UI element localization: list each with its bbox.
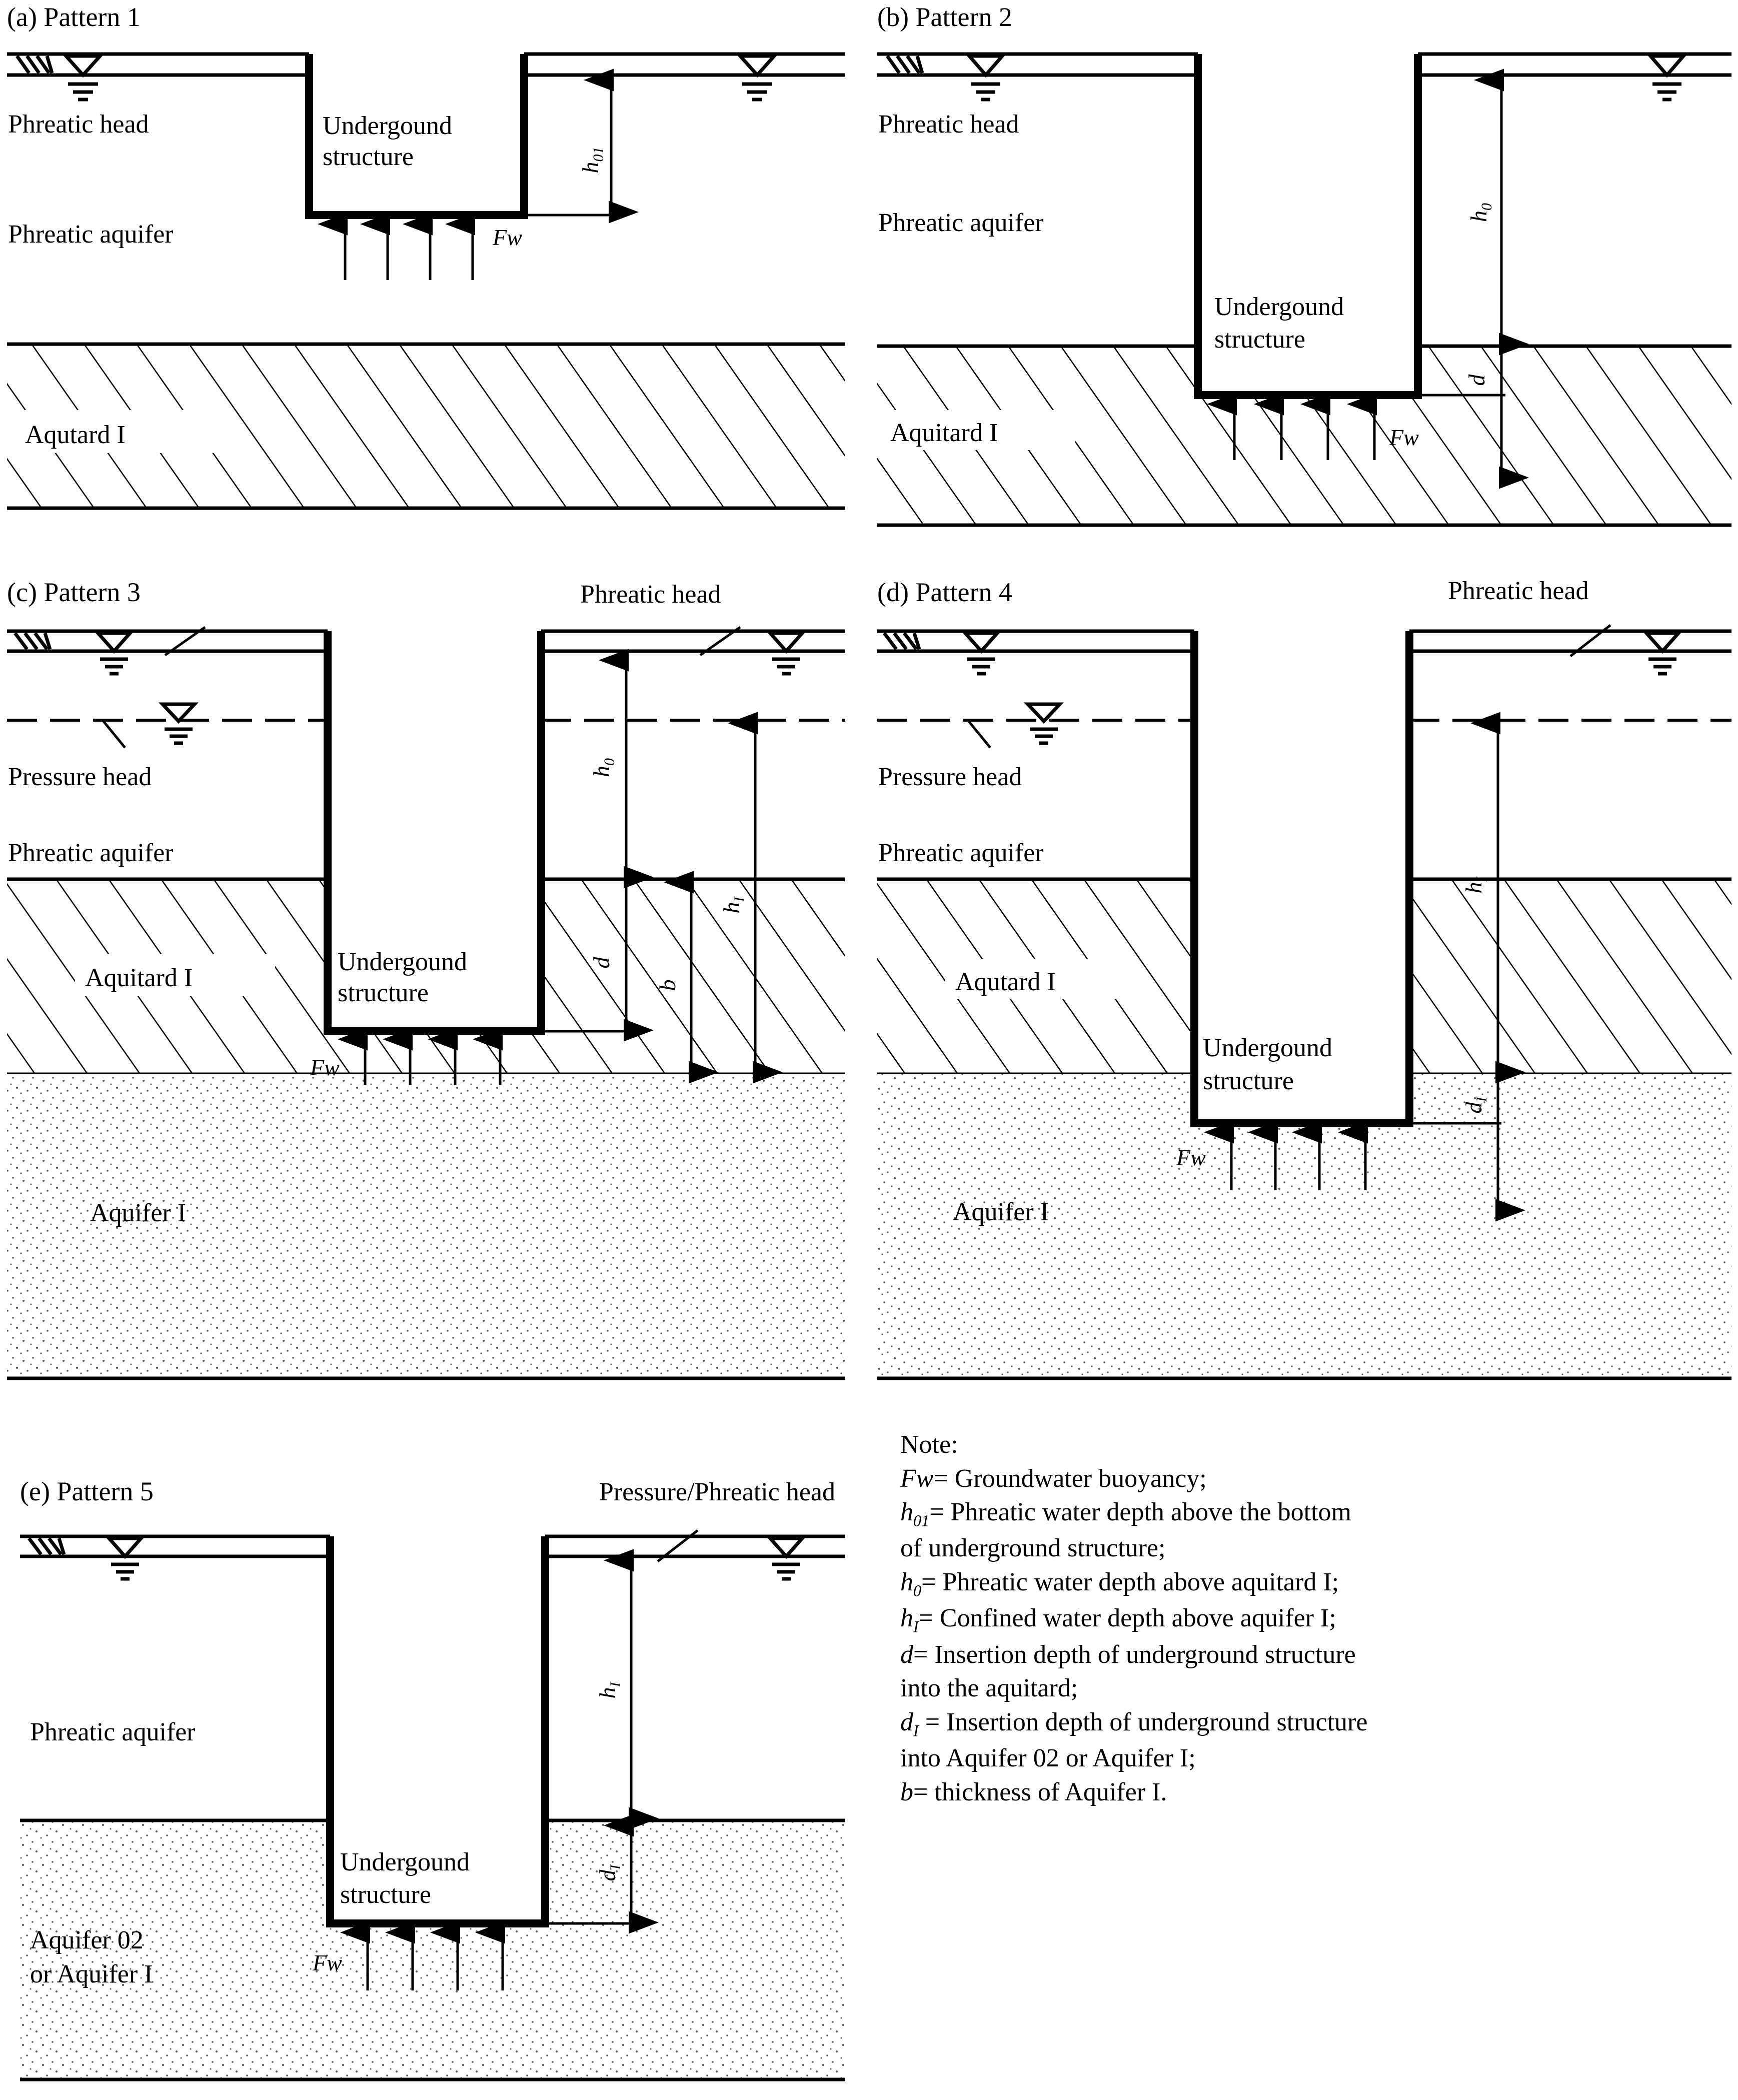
dimension-label-dI-e: $d_I$ (595, 1864, 624, 1881)
leader-pressure-head-c (103, 720, 125, 748)
label-phreatic-head-a: Phreatic head (8, 110, 149, 139)
water-table-symbol-phreatic-right-d (1646, 633, 1678, 674)
label-structure-b-l2: structure (1214, 325, 1305, 354)
ground-surface-left-c (7, 631, 328, 651)
ground-surface-left-e (20, 1536, 330, 1556)
label-phreatic-aquifer-b: Phreatic aquifer (878, 209, 1044, 237)
leader-pressure-head-d (968, 720, 990, 748)
label-fw-d: Fw (1176, 1145, 1206, 1170)
panel-a-title: (a) Pattern 1 (7, 2, 141, 32)
dimension-label-hI-e: $h_I$ (595, 1682, 624, 1699)
label-phreatic-aquifer-a: Phreatic aquifer (8, 220, 174, 249)
dimension-label-dI-d: $d_I$ (1461, 1097, 1490, 1114)
note-line: $h_{01}=$ Phreatic water depth above the bottom (900, 1498, 1351, 1530)
water-table-symbol-pressure-c (163, 704, 195, 743)
water-table-symbol-right-icon (740, 56, 774, 100)
label-fw-c: Fw (310, 1055, 340, 1080)
label-pressure-head-c: Pressure head (8, 763, 152, 791)
water-table-symbol-pressure-d (1028, 704, 1060, 743)
label-fw-b: Fw (1389, 425, 1419, 450)
label-structure-a-l1: Undergound (323, 112, 453, 140)
label-phreatic-aquifer-e: Phreatic aquifer (30, 1718, 196, 1746)
note-lines (900, 1462, 1725, 1809)
label-aquifer-c: Aquifer I (90, 1199, 187, 1227)
note-line: d= Insertion depth of underground structure (900, 1640, 1356, 1669)
label-structure-e-l1: Undergound (340, 1848, 470, 1876)
panel-pattern-4 (870, 575, 1738, 1395)
label-phreatic-aquifer-d: Phreatic aquifer (878, 839, 1044, 867)
dimension-label-d-b: d (1464, 374, 1489, 386)
water-table-symbol-left-icon (66, 56, 100, 100)
label-aquifer-e-l2: or Aquifer I (30, 1960, 153, 1988)
ground-surface-left-b (877, 54, 1198, 75)
water-table-symbol-right-icon-b (1650, 56, 1683, 100)
water-table-symbol-right-icon-e (770, 1538, 802, 1579)
label-structure-b-l1: Undergound (1214, 293, 1344, 321)
aquitard-band-a (7, 344, 845, 508)
note-line: of underground structure; (900, 1534, 1166, 1563)
label-structure-e-l2: structure (340, 1880, 431, 1909)
ground-symbol-icon (17, 56, 52, 73)
dimension-label-hI-c: $h_I$ (719, 897, 748, 914)
panel-e-title: (e) Pattern 5 (20, 1476, 154, 1506)
note-line: $d_I$ = Insertion depth of underground structure (900, 1707, 1368, 1740)
note-line: into Aquifer 02 or Aquifer I; (900, 1744, 1196, 1773)
label-aquitard-a: Aqutard I (25, 421, 126, 449)
label-phreatic-head-d: Phreatic head (1448, 577, 1589, 605)
water-table-symbol-left-icon-b (969, 56, 1002, 100)
label-structure-a-l2: structure (323, 143, 414, 171)
water-table-symbol-phreatic-left-c (98, 633, 130, 674)
label-pressure-head-d: Pressure head (878, 763, 1022, 791)
note-block (900, 1428, 1725, 1809)
label-head-e: Pressure/Phreatic head (599, 1478, 835, 1506)
ground-symbol-icon-c (15, 633, 50, 649)
label-phreatic-head-c: Phreatic head (580, 580, 721, 609)
label-structure-d-l1: Undergound (1203, 1034, 1333, 1062)
label-phreatic-head-b: Phreatic head (878, 110, 1019, 139)
panel-pattern-3 (0, 575, 850, 1395)
panel-c-title: (c) Pattern 3 (7, 577, 141, 607)
dimension-label-h0-b: $h_0$ (1466, 203, 1495, 222)
label-aquitard-d: Aqutard I (955, 968, 1056, 996)
label-structure-d-l2: structure (1203, 1067, 1294, 1095)
panel-b-title: (b) Pattern 2 (877, 2, 1012, 32)
label-aquifer-e-l1: Aquifer 02 (30, 1926, 144, 1954)
panel-pattern-2 (870, 0, 1738, 545)
dimension-label-b-c: b (655, 979, 680, 991)
ground-symbol-icon-d (884, 633, 919, 649)
dimension-h0-b (1466, 80, 1501, 344)
label-phreatic-aquifer-c: Phreatic aquifer (8, 839, 174, 867)
note-line: into the aquitard; (900, 1674, 1078, 1703)
water-table-symbol-phreatic-right-c (770, 633, 802, 674)
panel-pattern-5 (0, 1420, 850, 2100)
panel-d-title: (d) Pattern 4 (877, 577, 1012, 607)
label-fw-e: Fw (313, 1950, 342, 1975)
dimension-h0-c (589, 660, 626, 877)
buoyancy-arrows-a (345, 224, 473, 280)
note-heading: Note: (900, 1430, 958, 1459)
note-line: b= thickness of Aquifer I. (900, 1777, 1167, 1806)
ground-symbol-icon-e (29, 1538, 64, 1554)
water-table-symbol-phreatic-left-d (965, 633, 997, 674)
dimension-label-h01: $h_{01}$ (578, 147, 607, 174)
label-aquifer-d: Aquifer I (953, 1198, 1049, 1226)
dimension-label-d-c: d (589, 957, 614, 969)
water-table-symbol-left-icon-e (109, 1538, 141, 1579)
dimension-label-hI-d: $h_I$ (1461, 877, 1490, 894)
note-line: $h_0=$ Phreatic water depth above aquitard I; (900, 1568, 1339, 1600)
label-aquitard-b: Aquitard I (890, 419, 998, 447)
panel-pattern-1 (0, 0, 850, 545)
label-structure-c-l1: Undergound (338, 948, 468, 976)
label-fw-a: Fw (493, 225, 522, 250)
ground-surface-right-d (1409, 631, 1731, 651)
dimension-hI-e (595, 1560, 631, 1818)
ground-surface-right (524, 54, 845, 75)
ground-surface-left-d (877, 631, 1194, 651)
label-aquitard-c: Aquitard I (85, 964, 193, 992)
dimension-label-h0-c: $h_0$ (589, 758, 618, 777)
ground-symbol-icon-b (887, 56, 922, 73)
note-line: $h_I=$ Confined water depth above aquifer I; (900, 1604, 1336, 1636)
label-structure-c-l2: structure (338, 979, 429, 1007)
note-line: Fw= Groundwater buoyancy; (900, 1464, 1207, 1493)
dimension-h01 (524, 80, 615, 215)
